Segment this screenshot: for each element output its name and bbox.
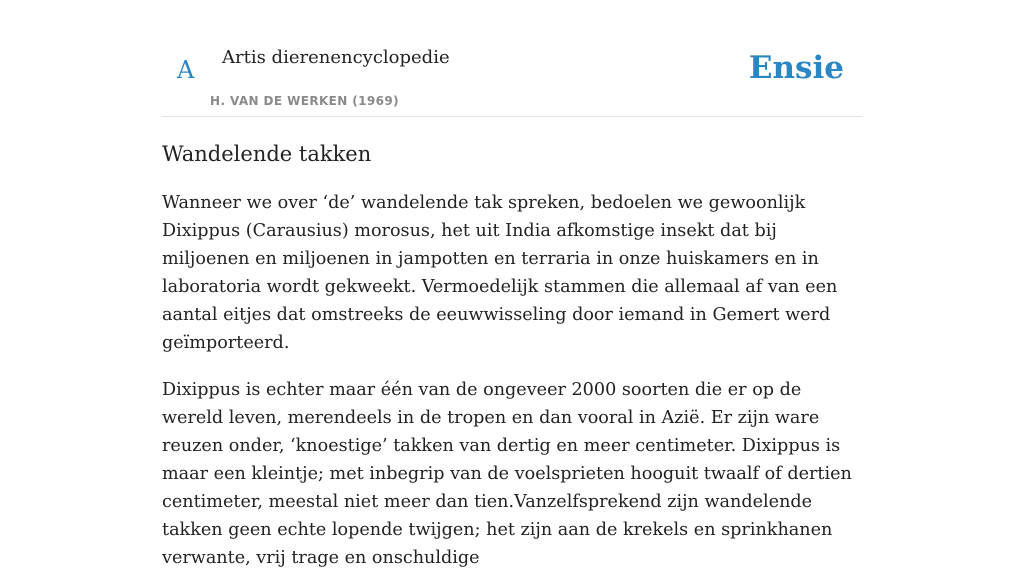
article-paragraph: Wanneer we over ‘de’ wandelende tak spreken, bedoelen we gewoonlijk Dixippus (Carausius) morosus, het uit India afkomstige insekt dat bij miljoenen en miljoenen in jampotten en terraria in onze huiskamers en in laboratoria wordt gekweekt. Vermoedelijk stammen die allemaal af van een aantal eitjes dat omstreeks de eeuwwisseling door iemand in Gemert werd geïmporteerd. xyxy=(162,193,838,353)
entry-title: Wandelende takken xyxy=(162,142,372,166)
book-author: H. VAN DE WERKEN (1969) xyxy=(210,94,400,108)
brand-logo[interactable]: Ensie xyxy=(748,50,844,86)
article-body xyxy=(162,138,864,572)
book-title-link[interactable]: Artis dierenencyclopedie xyxy=(222,47,450,68)
entry-header xyxy=(162,0,862,117)
index-letter[interactable]: A xyxy=(177,56,195,84)
article-paragraph: Dixippus is echter maar één van de ongeveer 2000 soorten die er op de wereld leven, merendeels in de tropen en dan vooral in Azië. Er zijn ware reuzen onder, ‘knoestige’ takken van dertig en meer centimeter. Dixippus is maar een kleintje; met inbegrip van de voelsprieten hooguit twaalf of dertien centimeter, meestal niet meer dan tien.Vanzelfsprekend zijn wandelende takken geen echte lopende twijgen; het zijn aan de krekels en sprinkhanen verwante, vrij trage en onschuldige xyxy=(162,380,852,568)
